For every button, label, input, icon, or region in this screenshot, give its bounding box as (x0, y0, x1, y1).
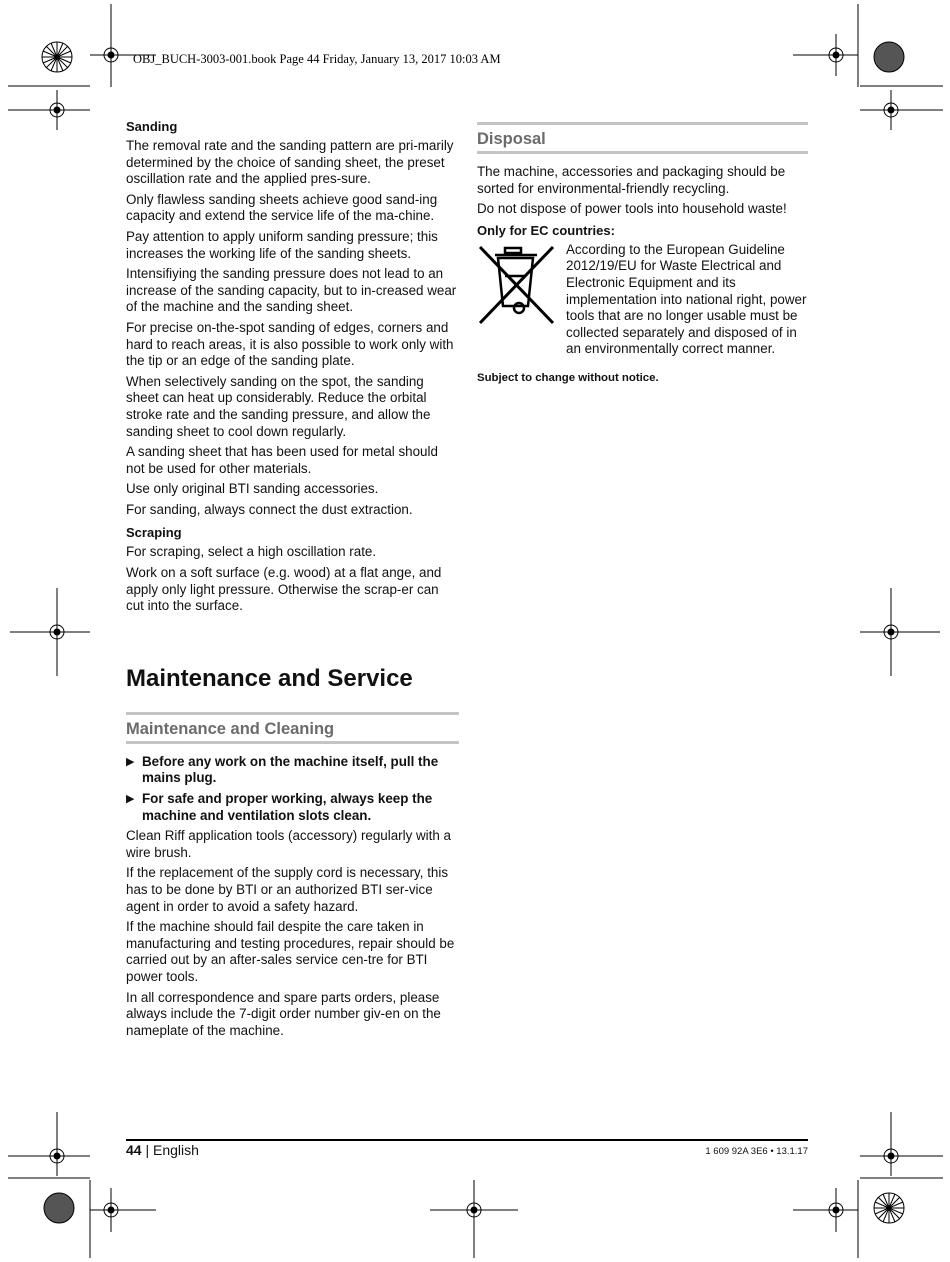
footer-rule (126, 1139, 808, 1141)
weee-notice (477, 242, 808, 358)
disc-mark-bottom-left (44, 1193, 74, 1223)
bullet-triangle-icon: ▶ (126, 755, 135, 768)
footer-doc-code: 1 609 92A 3E6 • 13.1.17 (705, 1146, 808, 1157)
sanding-paragraph: For precise on-the-spot sanding of edges, corners and hard to reach areas, it is also possible to work only with the tip or an edge of the sanding plate. (126, 319, 454, 369)
crosshair-mark-top-2 (793, 4, 858, 87)
crosshair-mark-top-1 (90, 4, 156, 87)
crosshair-mark-left-1 (8, 86, 90, 130)
warning-bullet (126, 754, 459, 787)
sanding-paragraph: A sanding sheet that has been used for metal should not be used for other materials. (126, 444, 438, 476)
maintenance-cleaning-heading: Maintenance and Cleaning (126, 712, 459, 744)
crosshair-mark-bottom-1 (90, 1180, 156, 1258)
sanding-paragraph: Intensifiying the sanding pressure does not lead to an increase of the sanding capacity, but to in-creased wear of the machine and the sanding sheet. (126, 266, 457, 315)
crosshair-mark-right-3 (860, 1112, 943, 1178)
print-file-info: OBJ_BUCH-3003-001.book Page 44 Friday, January 13, 2017 10:03 AM (133, 52, 501, 66)
footer-separator: | (145, 1142, 150, 1158)
maintenance-paragraph: If the machine should fail despite the care taken in manufacturing and testing procedures, repair should be carried out by an after-sales service cen-tre for BTI power tools. (126, 919, 455, 984)
starburst-mark-bottom-right (874, 1193, 904, 1223)
scraping-heading: Scraping (126, 525, 182, 541)
page-number: 44 (126, 1142, 142, 1158)
ec-directive-text: According to the European Guideline 2012/19/EU for Waste Electrical and Electronic Equipment and its implementation into national right, power tools that are no longer usable must be collected separately and disposed of in an environmentally correct manner. (566, 241, 807, 357)
warning-bullet (126, 791, 459, 824)
crosshair-mark-left-3 (8, 1112, 90, 1178)
disposal-paragraph: The machine, accessories and packaging should be sorted for environmental-friendly recycling. (477, 164, 786, 196)
sanding-paragraph: Only flawless sanding sheets achieve good sand-ing capacity and extend the service life of the ma-chine. (126, 191, 438, 224)
crosshair-mark-bottom-2 (430, 1180, 518, 1258)
sanding-paragraph: When selectively sanding on the spot, the sanding sheet can heat up considerably. Reduce the orbital stroke rate and the sanding pressure, and allow the sanding sheet to cool down regularly. (126, 373, 431, 439)
maintenance-service-heading: Maintenance and Service (126, 664, 413, 692)
scraping-paragraph: Work on a soft surface (e.g. wood) at a flat ange, and apply only light pressure. Otherwise the scrap-er can cut into the surface. (126, 565, 442, 614)
sanding-paragraph: For sanding, always connect the dust extraction. (126, 501, 413, 517)
sanding-paragraph: The removal rate and the sanding pattern are pri-marily determined by the choice of sanding sheet, the preset oscillation rate and the applied pres-sure. (126, 138, 454, 187)
disposal-heading: Disposal (477, 122, 808, 154)
starburst-mark-top-left (42, 42, 72, 72)
crosshair-mark-bottom-3 (793, 1180, 858, 1258)
warning-bullet-text: For safe and proper working, always keep the machine and ventilation slots clean. (142, 791, 433, 823)
scraping-paragraph: For scraping, select a high oscillation rate. (126, 544, 377, 560)
crosshair-mark-right-1 (860, 86, 943, 130)
crosshair-mark-left-2 (10, 588, 90, 676)
footer-page-info (126, 1142, 199, 1158)
disc-mark-top-right (874, 42, 904, 72)
sanding-paragraph: Pay attention to apply uniform sanding pressure; this increases the working life of the sanding sheets. (126, 228, 438, 261)
right-column (477, 122, 808, 384)
change-notice: Subject to change without notice. (477, 371, 659, 384)
left-column (126, 118, 459, 1043)
bullet-triangle-icon: ▶ (126, 793, 135, 806)
maintenance-paragraph: If the replacement of the supply cord is necessary, this has to be done by BTI or an authorized BTI ser-vice agent in order to avoid a safety hazard. (126, 865, 449, 914)
sanding-paragraph: Use only original BTI sanding accessories. (126, 481, 379, 497)
maintenance-paragraph: Clean Riff application tools (accessory) regularly with a wire brush. (126, 828, 451, 860)
ec-countries-heading: Only for EC countries: (477, 222, 615, 238)
crosshair-mark-right-2 (860, 588, 940, 676)
maintenance-paragraph: In all correspondence and spare parts orders, please always include the 7-digit order number giv-en on the nameplate of the machine. (126, 989, 441, 1038)
disposal-paragraph: Do not dispose of power tools into household waste! (477, 201, 787, 217)
warning-bullet-text: Before any work on the machine itself, pull the mains plug. (142, 753, 439, 786)
sanding-heading: Sanding (126, 119, 178, 134)
footer-language: English (153, 1142, 199, 1158)
crossed-out-wheeled-bin-icon (477, 244, 556, 326)
